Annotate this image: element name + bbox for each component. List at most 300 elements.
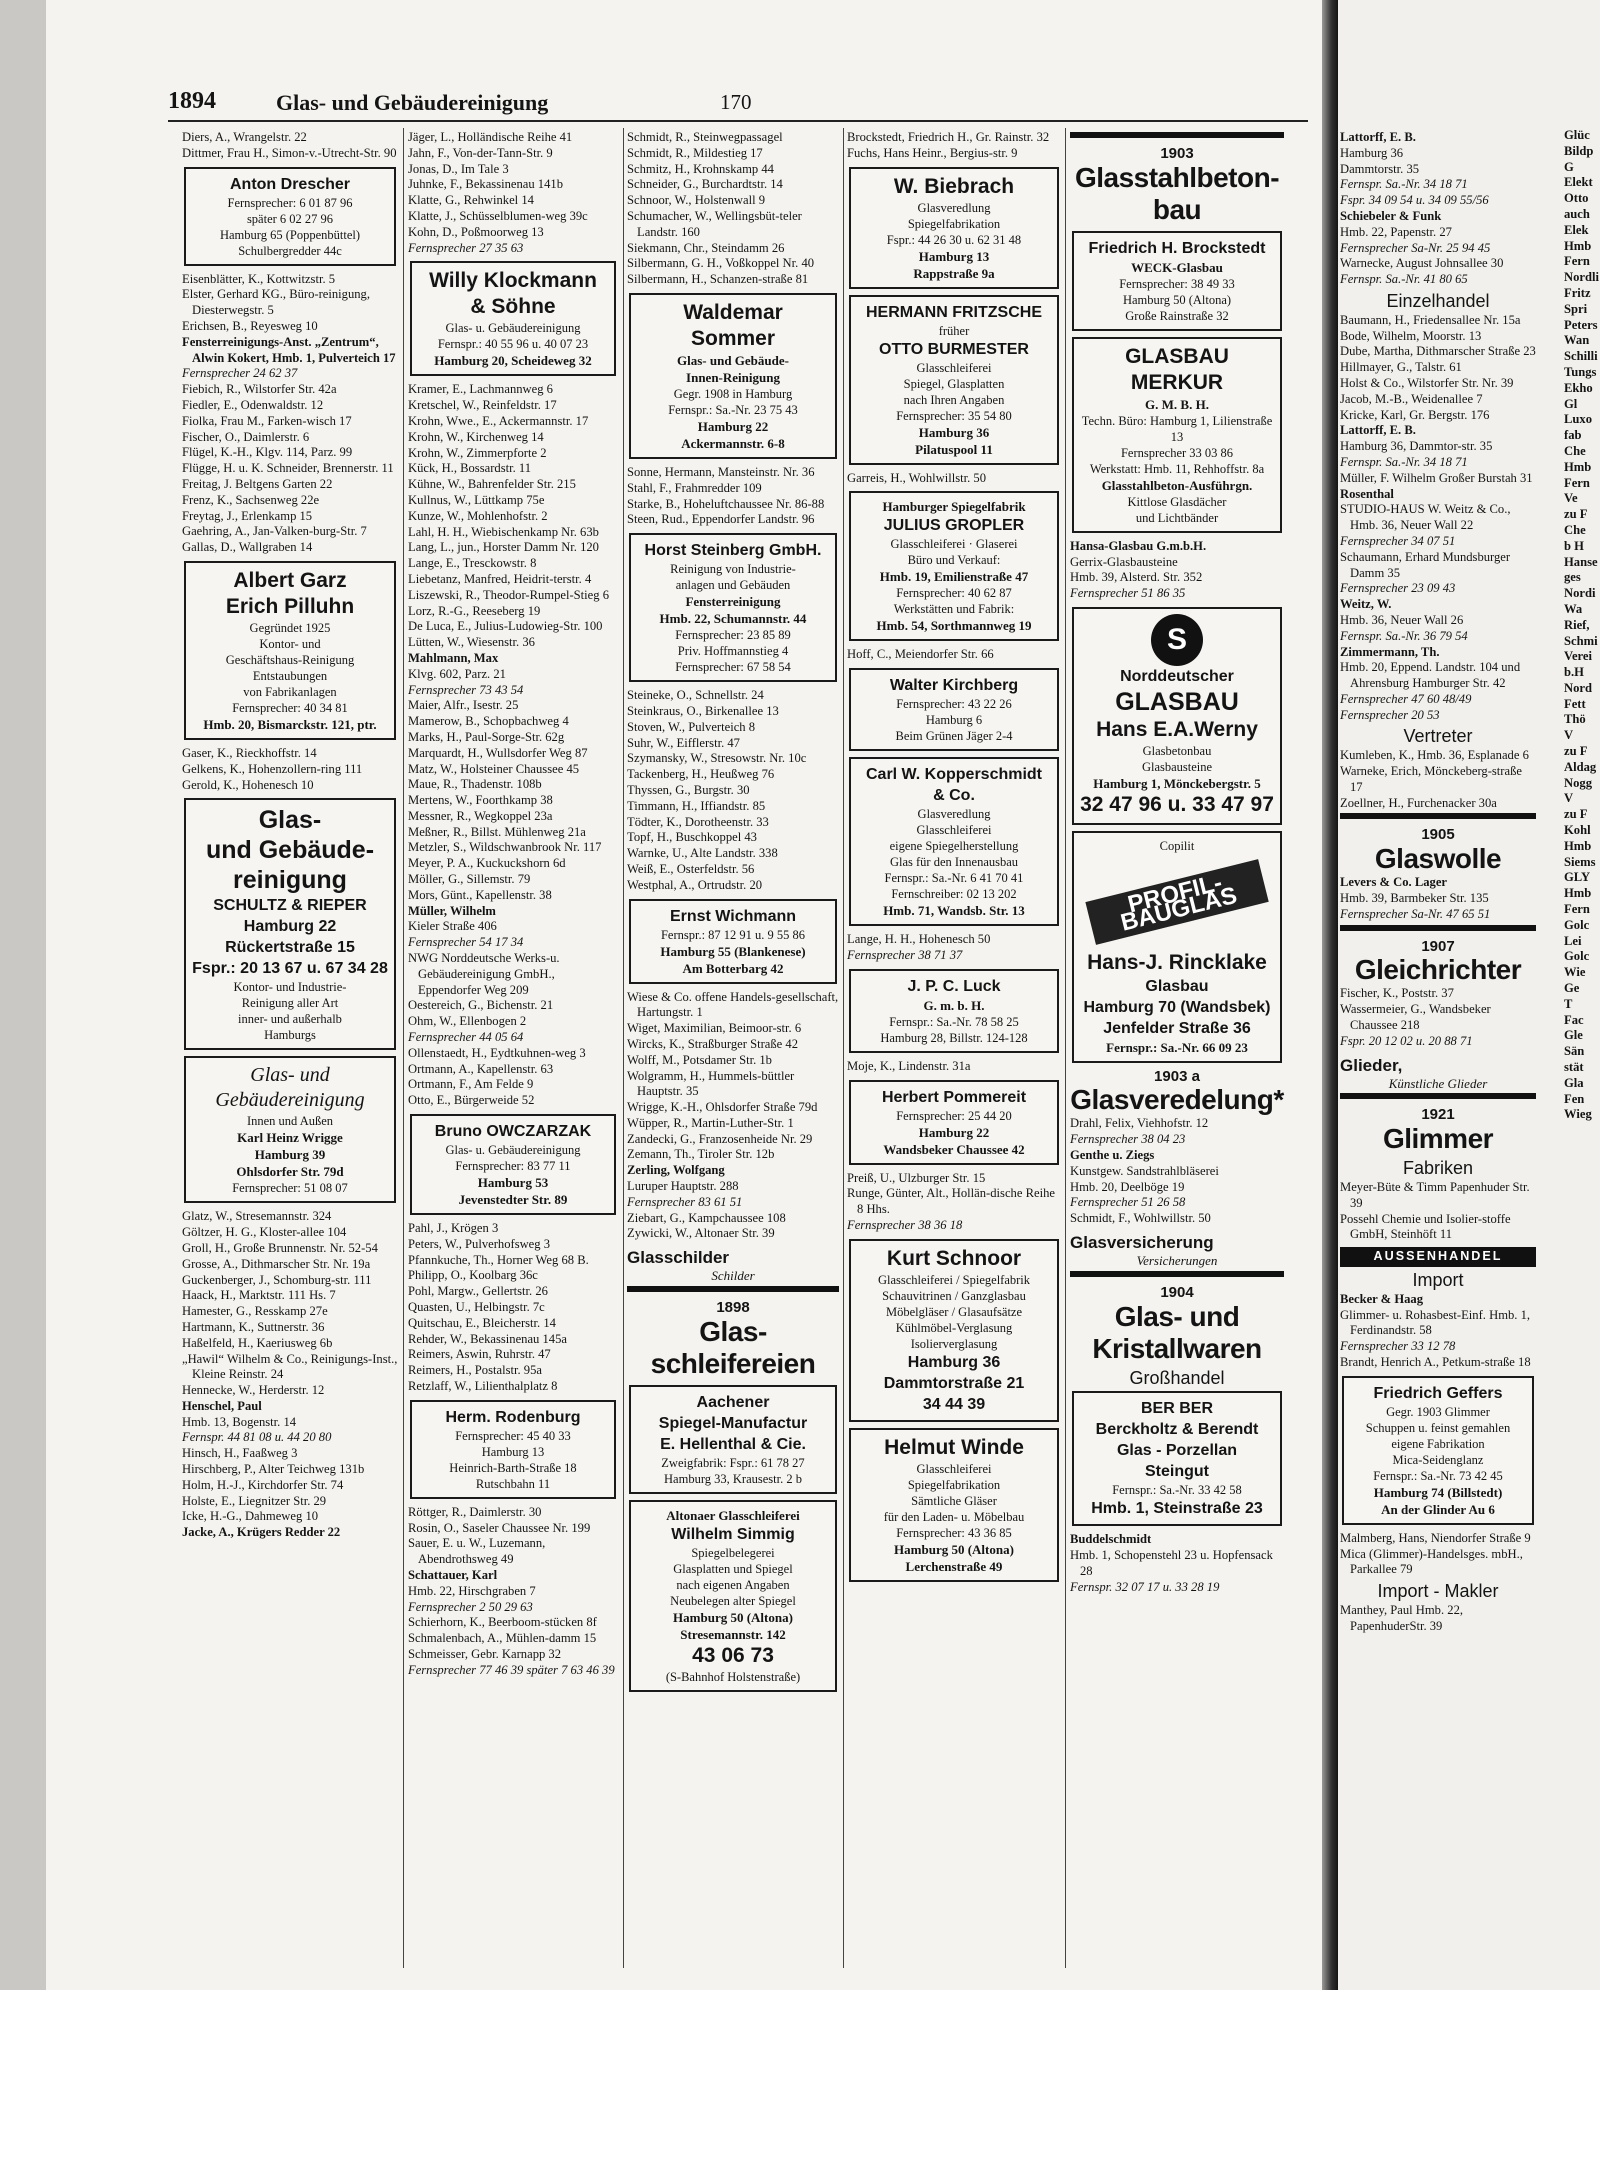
section-heading: schleifereien [650, 1347, 816, 1379]
listing-entry: Sonne, Hermann, Mansteinstr. Nr. 36 [627, 464, 815, 479]
listing-entry: Fiedler, E., Odenwaldstr. 12 [182, 397, 324, 412]
advertisement-box [629, 1385, 837, 1494]
ad-line: Fernsprecher 33 03 86 [1120, 445, 1234, 460]
ad-line: Techn. Büro: Hamburg 1, Lilienstraße 13 [1081, 413, 1273, 444]
listing-entry: Jacke, A., Krügers Redder 22 [182, 1525, 341, 1540]
ad-line: Neubelegen alter Spiegel [670, 1593, 796, 1608]
ad-line: Fernsprecher: 83 77 11 [455, 1159, 571, 1174]
ad-line: Wandsbeker Chaussee 42 [883, 1141, 1025, 1157]
ad-line: 43 06 73 [692, 1643, 774, 1667]
facing-page-fragment: Gl [1564, 396, 1578, 411]
listing-entry: Pahl, J., Krögen 3 [408, 1221, 499, 1236]
listing-entry: Klvg. 602, Parz. 21 [408, 666, 506, 681]
section-number: 1904 [1160, 1283, 1194, 1301]
listing-entry: Wircks, K., Straßburger Straße 42 [627, 1036, 798, 1051]
facing-page-fragment: Luxo [1564, 412, 1592, 427]
ad-line: Rückertstraße 15 [225, 939, 355, 957]
ad-line: 34 44 39 [922, 1395, 986, 1413]
listing-entry: Erichsen, B., Reyesweg 10 [182, 318, 318, 333]
facing-page-fragment: Spri [1564, 301, 1588, 316]
listing-entry: Gaehring, A., Jan-Valken-burg-Str. 7 [182, 524, 367, 539]
scan-left-edge [0, 0, 46, 1990]
facing-page-fragment: GLY [1564, 870, 1591, 885]
listing-entry: Maier, Alfr., Isestr. 25 [408, 698, 519, 713]
listing-entry: Groll, H., Große Brunnenstr. Nr. 52-54 [182, 1240, 378, 1255]
ad-line: Glasschleiferei / Spiegelfabrik [877, 1272, 1031, 1287]
ad-line: Jevenstedter Str. 89 [458, 1192, 568, 1208]
ad-line: Hmb. 54, Sorthmannweg 19 [876, 618, 1032, 634]
listing-entry: Fernsprecher 2 50 29 63 [408, 1599, 533, 1614]
advertisement-box [1342, 1376, 1534, 1525]
ad-line: und Lichtbänder [1135, 510, 1219, 525]
section-number: 1907 [1421, 937, 1455, 955]
listing-entry: Zywicki, W., Altonaer Str. 39 [627, 1226, 775, 1241]
listing-entry: Fernsprecher 51 26 58 [1070, 1195, 1186, 1210]
listing-entry: Otto, E., Bürgerweide 52 [408, 1093, 535, 1108]
ad-line: Kittlose Glasdächer [1127, 494, 1227, 509]
ad-line: Fernspr.: Sa.-Nr. 66 09 23 [1106, 1039, 1248, 1055]
listing-entry: Hmb. 22, Papenstr. 27 [1340, 224, 1452, 239]
section-number: 1903 [1160, 145, 1194, 162]
ad-line: Ernst Wichmann [669, 907, 797, 925]
advertisement-box [629, 899, 837, 984]
ad-line: Priv. Hoffmannstieg 4 [677, 644, 789, 659]
listing-entry: Haack, H., Marktstr. 111 Hs. 7 [182, 1288, 336, 1303]
listing-entry: Hamburg 36, Dammtor-str. 35 [1340, 439, 1493, 454]
listing-entry: Marks, H., Paul-Sorge-Str. 62g [408, 729, 565, 744]
listing-entry: Fuchs, Hans Heinr., Bergius-str. 9 [847, 145, 1018, 160]
ad-line: Heinrich-Barth-Straße 18 [449, 1460, 577, 1475]
listing-entry: Fernsprecher 44 05 64 [408, 1030, 524, 1045]
listing-entry: Hoff, C., Meiendorfer Str. 66 [847, 647, 994, 662]
listing-entry: Schmeisser, Gebr. Karnapp 32 [408, 1646, 562, 1661]
ad-line: Steingut [1145, 1463, 1209, 1481]
category-heading: Import - Makler [1377, 1581, 1499, 1602]
ad-line: Große Rainstraße 32 [1125, 308, 1229, 323]
ad-line: Fernsprecher: 6 01 87 96 [227, 195, 353, 210]
ad-line: Hamburg 22 [243, 918, 337, 936]
ad-line: & Söhne [470, 295, 556, 319]
listing-entry: Wolff, M., Potsdamer Str. 1b [627, 1052, 772, 1067]
listing-entry: Meyer, P. A., Kuckuckshorn 6d [408, 856, 566, 871]
ad-line: Schauvitrinen / Ganzglasbau [882, 1288, 1026, 1303]
listing-entry: Topf, H., Buschkoppel 43 [627, 830, 757, 845]
ad-line: Hamburg 55 (Blankenese) [660, 943, 806, 959]
listing-entry: Hamburg 36 [1340, 145, 1404, 160]
ad-line: Hamburg 33, Krausestr. 2 b [664, 1471, 802, 1486]
facing-page-fragment: Hanse [1564, 554, 1598, 569]
category-heading: Fabriken [1402, 1158, 1474, 1179]
listing-entry: Zoellner, H., Furchenacker 30a [1340, 795, 1497, 810]
facing-page-fragment: Wa [1564, 601, 1583, 616]
listing-entry: Messner, R., Wegkoppel 23a [408, 808, 553, 823]
listing-entry: Warnke, U., Alte Landstr. 338 [627, 846, 778, 861]
section-heading: Glas- [699, 1315, 767, 1347]
facing-page-fragment: b H [1564, 538, 1584, 553]
ad-line: Fspr.: 20 13 67 u. 67 34 28 [192, 960, 388, 978]
listing-entry: Oestereich, G., Bichenstr. 21 [408, 998, 554, 1013]
advertisement-box [849, 668, 1059, 751]
ad-line: GLASBAU [1115, 687, 1239, 716]
listing-entry: Ollenstaedt, H., Eydtkuhnen-weg 3 [408, 1045, 586, 1060]
column-divider [843, 128, 844, 1968]
listing-entry: Wüpper, R., Martin-Luther-Str. 1 [627, 1115, 794, 1130]
facing-page-fragment: zu F [1564, 507, 1588, 522]
listing-entry: Gerold, K., Hohenesch 10 [182, 777, 314, 792]
header-rule [168, 120, 1308, 122]
listing-entry: Fernsprecher 38 36 18 [847, 1217, 963, 1232]
ad-line: Glasveredlung [917, 200, 991, 215]
listing-entry: Kumleben, K., Hmb. 36, Esplanade 6 [1340, 748, 1529, 763]
listing-entry: Pohl, Margw., Gellertstr. 26 [408, 1284, 548, 1299]
ad-line: G. M. B. H. [1145, 396, 1209, 412]
listing-entry: Schattauer, Karl [408, 1567, 498, 1582]
listing-entry: Fernsprecher 54 17 34 [408, 935, 524, 950]
ad-line: Herm. Rodenburg [445, 1408, 581, 1426]
listing-entry: Guckenberger, J., Schomburg-str. 111 [182, 1272, 372, 1287]
facing-page-fragment: zu F [1564, 744, 1588, 759]
listing-entry: Klatte, J., Schüsselblumen-weg 39c [408, 208, 588, 223]
listing-entry: Hillmayer, G., Talstr. 61 [1340, 360, 1462, 375]
section-number: 1921 [1421, 1106, 1455, 1124]
listing-entry: Gallas, D., Wallgraben 14 [182, 540, 313, 555]
ad-line: Hamburg 50 (Altona) [894, 1541, 1014, 1557]
ad-line: Fernsprecher: 43 36 85 [896, 1525, 1012, 1540]
listing-entry: Suhr, W., Eifflerstr. 47 [627, 735, 740, 750]
ad-line: Jenfelder Straße 36 [1103, 1019, 1251, 1037]
listing-entry: Wiese & Co. offene Handels-gesellschaft, Hartungstr. 1 [627, 989, 839, 1020]
ad-line: SCHULTZ & RIEPER [213, 897, 367, 915]
ad-line: Hamburg 65 (Poppenbüttel) [219, 227, 361, 242]
listing-entry: Müller, F. Wilhelm Großer Burstah 31 [1340, 470, 1533, 485]
listing-entry: Fspr. 34 09 54 u. 34 09 55/56 [1340, 193, 1489, 208]
listing-entry: Szymansky, W., Stresowstr. Nr. 10c [627, 751, 807, 766]
category-heading: Import [1412, 1270, 1464, 1291]
listing-entry: Stoven, W., Pulverteich 8 [627, 719, 756, 734]
listing-entry: Reimers, Aswin, Ruhrstr. 47 [408, 1347, 551, 1362]
listing-entry: Fiebich, R., Wilstorfer Str. 42a [182, 382, 337, 397]
ad-line: Fernschreiber: 02 13 202 [891, 887, 1017, 902]
listing-entry: Kunze, W., Mohlenhofstr. 2 [408, 508, 548, 523]
facing-page-fragment: Hmb [1564, 238, 1592, 253]
facing-page-fragment: Siems [1564, 854, 1596, 869]
ad-line: Hamburger Spiegelfabrik [882, 499, 1026, 515]
listing-entry: Glimmer- u. Rohasbest-Einf. Hmb. 1, Ferdinandstr. 58 [1340, 1307, 1531, 1338]
facing-page-fragment: Thö [1564, 712, 1586, 727]
listing-entry: Fernspr. Sa.-Nr. 34 18 71 [1340, 177, 1468, 192]
listing-entry: Freytag, J., Erlenkamp 15 [182, 508, 313, 523]
listing-entry: Fernspr. Sa.-Nr. 34 18 71 [1340, 454, 1468, 469]
listing-entry: Wassermeier, G., Wandsbeker Chaussee 218 [1340, 1002, 1491, 1033]
listing-entry: Fernsprecher 34 07 51 [1340, 533, 1456, 548]
ad-line: Kühlmöbel-Verglasung [895, 1320, 1013, 1335]
listing-entry: Silbermann, H., Schanzen-straße 81 [627, 272, 809, 287]
facing-page-fragment: Elek [1564, 222, 1589, 237]
column-1 [182, 130, 398, 1541]
column-4 [847, 130, 1061, 1588]
facing-page-fragment: Sän [1564, 1044, 1585, 1059]
listing-entry: Holste, E., Liegnitzer Str. 29 [182, 1493, 327, 1508]
category-heading: Einzelhandel [1386, 290, 1490, 311]
ad-line: von Fabrikanlagen [243, 684, 337, 699]
listing-entry: Weiß, E., Osterfeldstr. 56 [627, 861, 755, 876]
section-rule [627, 1286, 839, 1292]
ad-line: Friedrich H. Brockstedt [1088, 239, 1266, 257]
listing-entry: Flügel, K.-H., Klgv. 114, Parz. 99 [182, 445, 353, 460]
facing-page-fragment: Nordli [1564, 270, 1599, 285]
listing-entry: Schiebeler & Funk [1340, 208, 1442, 223]
facing-page-fragment: Fern [1564, 475, 1590, 490]
listing-entry: Fernsprecher 77 46 39 später 7 63 46 39 [408, 1662, 615, 1677]
book-gutter [1322, 0, 1338, 1990]
ad-line: Schuppen u. feinst gemahlen [1365, 1420, 1511, 1435]
ad-line: Kontor- und Industrie- [233, 980, 347, 995]
listing-entry: Manthey, Paul Hmb. 22, PapenhuderStr. 39 [1340, 1602, 1464, 1633]
ad-line: Glasbetonbau [1142, 743, 1212, 758]
listing-entry: Lattorff, E. B. [1340, 130, 1416, 144]
ad-line: Hamburg 53 [477, 1175, 549, 1191]
ad-line: Fernspr.: 87 12 91 u. 9 55 86 [660, 927, 806, 942]
ad-line: Hamburg 1, Mönckebergstr. 5 [1093, 775, 1261, 791]
listing-entry: Lattorff, E. B. [1340, 423, 1416, 438]
facing-page-fragment: Fritz [1564, 285, 1591, 300]
section-heading: Glaswolle [1374, 843, 1502, 875]
advertisement-box [849, 1080, 1059, 1165]
listing-entry: Ohm, W., Ellenbogen 2 [408, 1014, 527, 1029]
cross-reference-target: Versicherungen [1136, 1252, 1218, 1268]
ad-line: Fernspr.: Sa.-Nr. 33 42 58 [1112, 1483, 1242, 1498]
facing-page-fragment: G [1564, 159, 1574, 174]
advertisement-box [849, 1239, 1059, 1422]
ad-line: Norddeutscher [1120, 667, 1234, 685]
column-2 [408, 130, 618, 1679]
listing-entry: Timmann, H., Iffiandstr. 85 [627, 798, 766, 813]
facing-page-fragment: Rief, [1564, 617, 1590, 632]
listing-entry: Meßner, R., Billst. Mühlenweg 21a [408, 824, 586, 839]
listing-entry: Hmb. 39, Alsterd. Str. 352 [1070, 570, 1203, 585]
listing-entry: Schmidt, F., Wohlwillstr. 50 [1070, 1211, 1211, 1226]
listing-entry: Klatte, G., Rehwinkel 14 [408, 193, 534, 208]
listing-entry: Kretschel, W., Reinfeldstr. 17 [408, 398, 557, 413]
ad-line: Hamburg 36 [918, 424, 990, 440]
ad-line: Glas- und [250, 1064, 330, 1087]
listing-entry: Liszewski, R., Theodor-Rumpel-Stieg 6 [408, 587, 609, 602]
listing-entry: Hmb. 13, Bogenstr. 14 [182, 1414, 297, 1429]
ad-line: Fernspr.: Sa.-Nr. 23 75 43 [668, 402, 798, 417]
ad-line: Friedrich Geffers [1373, 1384, 1503, 1402]
ad-line: Möbelgläser / Glasaufsätze [885, 1304, 1023, 1319]
ad-line: früher [938, 323, 970, 338]
listing-entry: Lang, L., jun., Horster Damm Nr. 120 [408, 540, 599, 555]
facing-page-fragment: Gle [1564, 1028, 1583, 1043]
ad-line: Karl Heinz Wrigge [237, 1130, 343, 1146]
listing-entry: Moje, K., Lindenstr. 31a [847, 1058, 971, 1073]
facing-page-fragment: fab [1564, 428, 1582, 443]
ad-line: Geschäftshaus-Reinigung [225, 652, 355, 667]
listing-entry: Holst & Co., Wilstorfer Str. Nr. 39 [1340, 375, 1514, 390]
listing-entry: Fernsprecher 47 60 48/49 [1340, 691, 1472, 706]
ad-line: BER BER [1140, 1400, 1213, 1418]
ad-line: & Co. [933, 787, 975, 805]
listing-entry: Fischer, K., Poststr. 37 [1340, 986, 1454, 1001]
ad-line: Entstaubungen [252, 668, 328, 683]
listing-entry: Fernspr. Sa.-Nr. 41 80 65 [1340, 272, 1468, 287]
listing-entry: Dittmer, Frau H., Simon-v.-Utrecht-Str. 90 [182, 145, 397, 160]
listing-entry: Schierhorn, K., Beerboom-stücken 8f [408, 1615, 597, 1630]
ad-line: Spiegel, Glasplatten [903, 376, 1005, 391]
facing-page-fragment: Ve [1564, 491, 1578, 506]
advertisement-box [1072, 831, 1282, 1063]
facing-page-fragment: Nord [1564, 680, 1592, 695]
listing-entry: Haßelfeld, H., Kaeriusweg 6b [182, 1335, 333, 1350]
listing-entry: Flügge, H. u. K. Schneider, Brennerstr. 11 [182, 461, 394, 476]
listing-entry: Retzlaff, W., Lilienthalplatz 8 [408, 1379, 558, 1393]
ad-line: JULIUS GROPLER [883, 517, 1025, 535]
listing-entry: STUDIO-HAUS W. Weitz & Co., Hmb. 36, Neuer Wall 22 [1340, 502, 1511, 533]
listing-entry: Hmb. 20, Eppend. Landstr. 104 und Ahrensburg Hamburger Str. 42 [1340, 660, 1521, 691]
section-number: 1894 [168, 88, 216, 114]
facing-page-fragment: Wan [1564, 333, 1590, 348]
ad-line: Glasschleiferei [916, 1461, 992, 1476]
ad-line: Spiegelfabrikation [907, 1477, 1001, 1492]
listing-entry: Wolgramm, H., Hummels-büttler Hauptstr. 35 [627, 1068, 795, 1099]
listing-entry: Hansa-Glasbau G.m.b.H. [1070, 538, 1207, 553]
cross-reference-heading: Glasschilder [627, 1248, 730, 1268]
ad-line: Fernsprecher: 40 34 81 [232, 700, 348, 715]
listing-entry: Holm, H.-J., Kirchdorfer Str. 74 [182, 1477, 344, 1492]
listing-entry: Brockstedt, Friedrich H., Gr. Rainstr. 32 [847, 130, 1050, 144]
ad-line: Spiegelfabrikation [907, 216, 1001, 231]
ad-line: Herbert Pommereit [881, 1088, 1027, 1106]
advertisement-box [1072, 231, 1282, 331]
listing-entry: Kunstgew. Sandstrahlbläserei [1070, 1163, 1219, 1178]
listing-entry: Westphal, A., Ortrudstr. 20 [627, 877, 763, 892]
profilbauglas-graphic-icon: PROFIL-BAUGLAS [1085, 859, 1268, 944]
ad-line: Willy Klockmann [429, 269, 597, 293]
listing-entry: Elster, Gerhard KG., Büro-reinigung, Diesterwegstr. 5 [182, 287, 371, 318]
section-rule [1070, 132, 1284, 138]
listing-entry: Gaser, K., Rieckhoffstr. 14 [182, 745, 317, 760]
listing-entry: Rehder, W., Bekassinenau 145a [408, 1331, 567, 1346]
advertisement-box [1072, 607, 1282, 825]
facing-page-fragment: Schilli [1564, 349, 1598, 364]
listing-entry: Göltzer, H. G., Kloster-allee 104 [182, 1225, 347, 1240]
listing-entry: Genthe u. Ziegs [1070, 1147, 1155, 1162]
facing-page-fragment: Peters [1564, 317, 1598, 332]
ad-line: Glas- u. Gebäudereinigung [445, 321, 581, 336]
ad-line: Hamburg 22 [918, 1124, 990, 1140]
listing-entry: Possehl Chemie und Isolier-stoffe GmbH, Steinhöft 11 [1340, 1211, 1511, 1242]
ad-line: Glas- und Gebäude- [677, 352, 789, 368]
ad-line: Hmb. 1, Steinstraße 23 [1091, 1500, 1263, 1518]
advertisement-box [849, 491, 1059, 641]
ad-line: Hmb. 22, Schumannstr. 44 [659, 611, 807, 627]
page-title: Glas- und Gebäudereinigung [276, 90, 549, 115]
listing-entry: Hmb. 36, Neuer Wall 26 [1340, 612, 1464, 627]
section-number: 1905 [1421, 826, 1455, 844]
ad-line: Innen-Reinigung [686, 369, 780, 385]
listing-entry: Diers, A., Wrangelstr. 22 [182, 130, 307, 144]
listing-entry: Bode, Wilhelm, Moorstr. 13 [1340, 328, 1482, 343]
ad-line: Fernsprecher: 43 22 26 [896, 697, 1012, 712]
listing-entry: Lütten, W., Wiesenstr. 36 [408, 635, 535, 650]
ad-line: Zweigfabrik: Fspr.: 61 78 27 [661, 1455, 805, 1470]
ad-line: Sämtliche Gläser [911, 1493, 997, 1508]
listing-entry: Lange, E., Tresckowstr. 8 [408, 556, 537, 571]
listing-entry: Rosin, O., Saseler Chaussee Nr. 199 [408, 1520, 591, 1535]
ad-line: Reinigung aller Art [241, 996, 339, 1011]
listing-entry: Kramer, E., Lachmannweg 6 [408, 382, 553, 397]
facing-page-fragment: Tungs [1564, 364, 1597, 379]
category-band: AUSSENHANDEL [1340, 1247, 1536, 1267]
listing-entry: Marquardt, H., Wullsdorfer Weg 87 [408, 745, 588, 760]
listing-entry: Möller, G., Sillemstr. 79 [408, 872, 531, 887]
listing-entry: Fernspr. 44 81 08 u. 44 20 80 [182, 1430, 332, 1445]
scan-bottom-margin [0, 1990, 1600, 2177]
ad-line: Fernsprecher: 25 44 20 [896, 1108, 1012, 1123]
facing-page-fragment: Fen [1564, 1091, 1585, 1106]
listing-entry: Warneke, Erich, Mönckeberg-straße 17 [1340, 764, 1522, 794]
ad-line: Hamburg 70 (Wandsbek) [1083, 998, 1271, 1016]
column-3 [627, 130, 839, 1698]
ad-line: Fernspr.: Sa.-Nr. 6 41 70 41 [884, 871, 1024, 886]
ad-line: Horst Steinberg GmbH. [644, 542, 822, 560]
ad-line: Hamburg 6 [925, 713, 983, 728]
listing-entry: Kullnus, W., Lüttkamp 75e [408, 492, 545, 507]
facing-page-fragment: Lei [1564, 933, 1582, 948]
ad-line: nach Ihren Angaben [903, 392, 1005, 407]
listing-entry: Gerrix-Glasbausteine [1070, 554, 1178, 569]
ad-line: Dammtorstraße 21 [883, 1374, 1025, 1392]
listing-entry: Krohn, W., Kirchenweg 14 [408, 429, 544, 444]
listing-entry: Tödter, K., Dorotheenstr. 33 [627, 814, 769, 829]
section-heading: Gleichrichter [1354, 954, 1522, 986]
listing-entry: Juhnke, F., Bekassinenau 141b [408, 177, 563, 192]
listing-entry: „Hawil“ Wilhelm & Co., Reinigungs-Inst., Kleine Reinstr. 24 [182, 1351, 398, 1382]
ad-line: Gegr. 1908 in Hamburg [673, 386, 793, 401]
ad-line: Helmut Winde [884, 1435, 1024, 1459]
listing-entry: De Luca, E., Julius-Ludowieg-Str. 100 [408, 619, 603, 634]
listing-entry: Zandecki, G., Franzosenheide Nr. 29 [627, 1131, 813, 1146]
column-6 [1340, 130, 1536, 1635]
column-5 [1070, 130, 1284, 1596]
listing-entry: Baumann, H., Friedensallee Nr. 15a [1340, 312, 1521, 327]
ad-line: Hamburg 13 [918, 248, 990, 264]
listing-entry: Schnoor, W., Holstenwall 9 [627, 193, 766, 208]
section-number: 1903 a [1154, 1067, 1200, 1085]
ad-line: Ackermannstr. 6-8 [681, 435, 785, 451]
ad-line: Glasschleiferei [916, 823, 992, 838]
ad-line: Beim Grünen Jäger 2-4 [895, 729, 1013, 744]
ad-line: Gebäudereinigung [215, 1089, 365, 1112]
ad-line: Hamburg 50 (Altona) [673, 1609, 793, 1625]
ad-line: Glas - Porzellan [1116, 1442, 1238, 1460]
ad-line: Hmb. 19, Emilienstraße 47 [879, 569, 1029, 585]
listing-entry: Zemann, Th., Tiroler Str. 12b [627, 1147, 775, 1162]
listing-entry: Buddelschmidt [1070, 1532, 1152, 1547]
listing-entry: Mahlmann, Max [408, 650, 499, 665]
listing-entry: Schneider, G., Burchardtstr. 14 [627, 177, 783, 192]
listing-entry: Hartmann, K., Suttnerstr. 36 [182, 1319, 325, 1334]
listing-entry: Wrigge, K.-H., Ohlsdorfer Straße 79d [627, 1100, 818, 1115]
listing-entry: Grosse, A., Dithmarscher Str. Nr. 19a [182, 1256, 371, 1271]
ad-line: Gegr. 1903 Glimmer [1386, 1404, 1490, 1419]
ad-line: Fernspr.: 40 55 96 u. 40 07 23 [437, 337, 589, 352]
section-rule [1340, 925, 1536, 931]
category-heading: Großhandel [1129, 1367, 1225, 1388]
listing-entry: Hmb. 1, Schopenstehl 23 u. Hopfensack 28 [1070, 1548, 1273, 1578]
ad-line: Hmb. 71, Wandsb. Str. 13 [883, 903, 1025, 919]
